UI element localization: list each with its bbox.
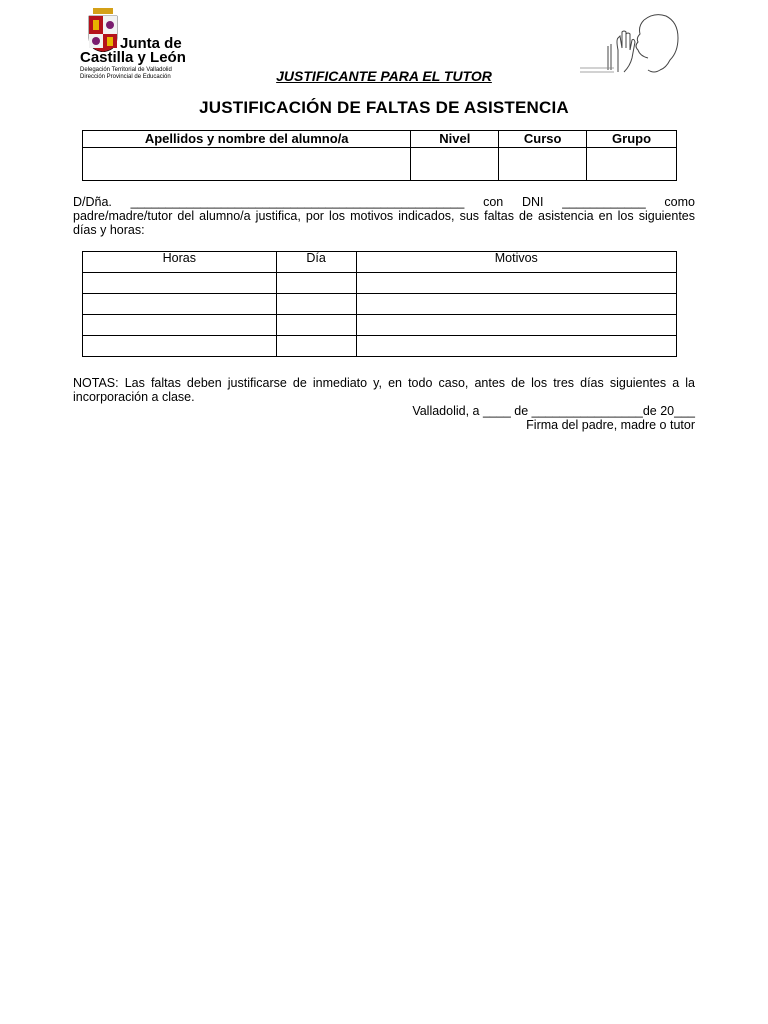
student-table (82, 130, 677, 181)
table-row (83, 273, 677, 294)
curso-cell[interactable] (499, 148, 587, 181)
grupo-cell[interactable] (587, 148, 677, 181)
document-title: JUSTIFICACIÓN DE FALTAS DE ASISTENCIA (199, 98, 569, 117)
logo-name-line2: Castilla y León (80, 49, 186, 66)
silence-hand-logo-icon (574, 10, 682, 76)
horas-cell[interactable] (83, 336, 277, 357)
motivos-cell[interactable] (356, 294, 676, 315)
horas-cell[interactable] (83, 294, 277, 315)
column-header-motivos: Motivos (356, 252, 676, 273)
signature-label: Firma del padre, madre o tutor (526, 418, 695, 432)
column-header-nivel: Nivel (411, 131, 499, 148)
dia-cell[interactable] (276, 294, 356, 315)
table-row (83, 336, 677, 357)
declaration-paragraph (73, 195, 695, 237)
absences-table (82, 251, 677, 357)
declaration-word: como (664, 195, 695, 209)
motivos-cell[interactable] (356, 315, 676, 336)
notes-paragraph: NOTAS: Las faltas deben justificarse de inmediato y, en todo caso, antes de los tres días siguientes a la incorporación a clase. (73, 376, 695, 404)
document-subtitle: JUSTIFICANTE PARA EL TUTOR (276, 68, 492, 84)
date-line[interactable]: Valladolid, a ____ de ________________de 20___ (412, 404, 695, 418)
table-row (83, 315, 677, 336)
motivos-cell[interactable] (356, 273, 676, 294)
column-header-curso: Curso (499, 131, 587, 148)
table-row (83, 294, 677, 315)
motivos-cell[interactable] (356, 336, 676, 357)
dia-cell[interactable] (276, 315, 356, 336)
column-header-name: Apellidos y nombre del alumno/a (83, 131, 411, 148)
logo-sub-line1: Delegación Territorial de Valladolid (80, 67, 172, 73)
student-table-row (83, 148, 677, 181)
logo-sub-line2: Dirección Provincial de Educación (80, 74, 171, 80)
horas-cell[interactable] (83, 315, 277, 336)
nivel-cell[interactable] (411, 148, 499, 181)
logo-name-line1: Junta de (120, 35, 182, 52)
declaration-word: con (483, 195, 504, 209)
dia-cell[interactable] (276, 273, 356, 294)
declaration-first-line (73, 195, 695, 209)
column-header-grupo: Grupo (587, 131, 677, 148)
declaration-word: D/Dña. (73, 195, 112, 209)
student-table-header-row (83, 131, 677, 148)
absences-table-header-row (83, 252, 677, 273)
column-header-horas: Horas (83, 252, 277, 273)
dia-cell[interactable] (276, 336, 356, 357)
name-blank[interactable]: ________________________________________________ (130, 195, 465, 209)
declaration-text: padre/madre/tutor del alumno/a justifica, por los motivos indicados, sus faltas de asistencia en los siguientes días y horas: (73, 209, 695, 237)
column-header-dia: Día (276, 252, 356, 273)
coat-of-arms-icon (88, 8, 118, 52)
horas-cell[interactable] (83, 273, 277, 294)
declaration-word: DNI (521, 195, 544, 209)
name-cell[interactable] (83, 148, 411, 181)
dni-blank[interactable]: ____________ (562, 195, 646, 209)
